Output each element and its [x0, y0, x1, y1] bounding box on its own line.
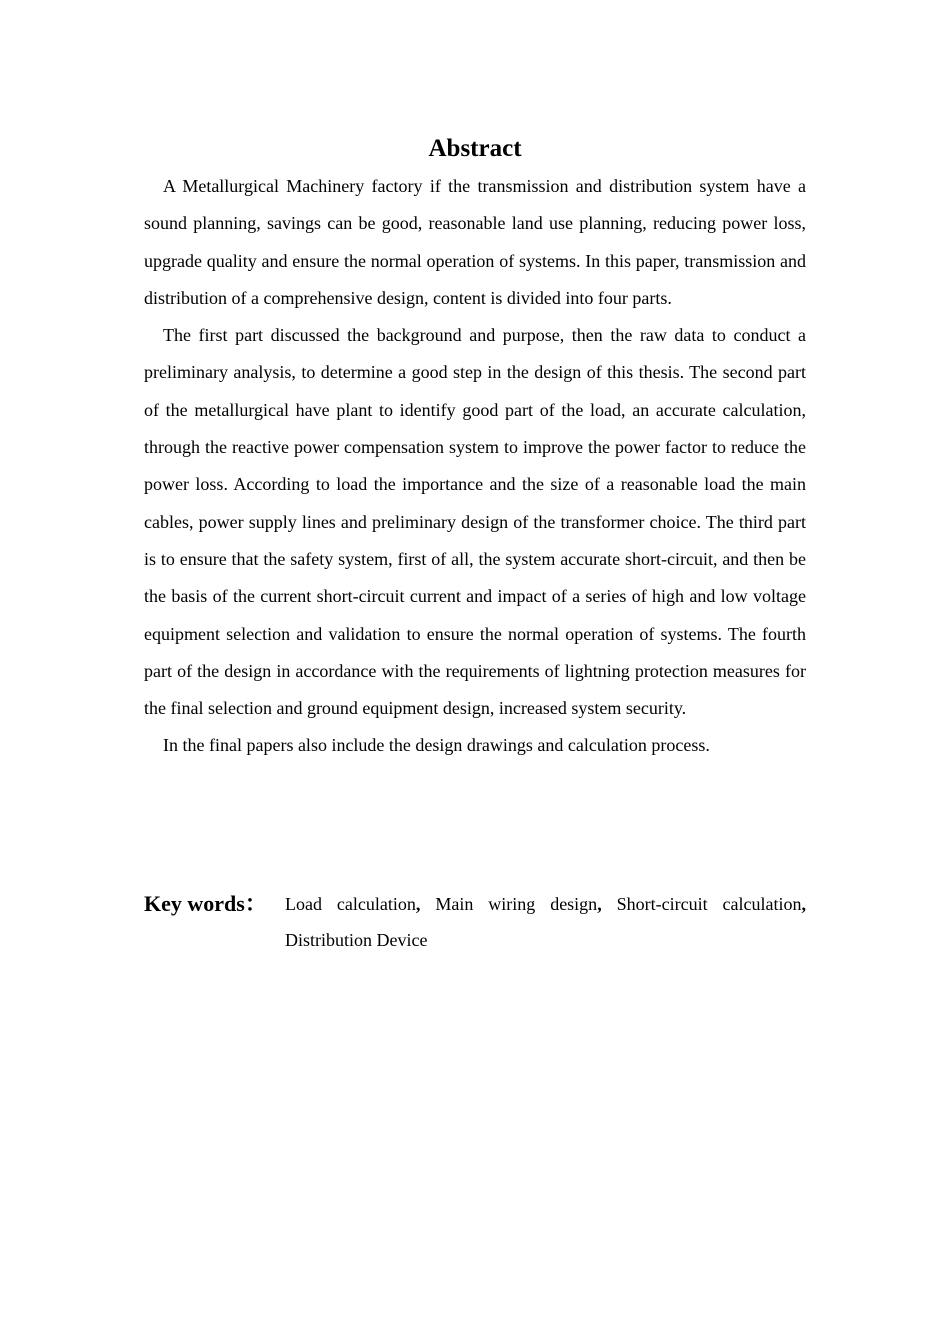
abstract-paragraph-3: In the final papers also include the design drawings and calculation process. — [163, 735, 710, 756]
abstract-section — [144, 132, 806, 765]
keyword-item: Load calculation — [285, 894, 416, 914]
abstract-paragraph-1: A Metallurgical Machinery factory if the transmission and distribution system have a sound planning, savings can be good, reasonable land use planning, reducing power loss, upgrade quality and ensure the normal operation of systems. In this paper, transmission and distribution of a comprehensive design, content is divided into four parts. — [144, 176, 806, 308]
keyword-separator: , — [801, 894, 806, 914]
keywords-section — [144, 886, 806, 958]
keyword-separator: , — [597, 894, 602, 914]
abstract-title: Abstract — [428, 135, 522, 162]
abstract-paragraph-2: The first part discussed the background and purpose, then the raw data to conduct a preliminary analysis, to determine a good step in the design of this thesis. The second part of the metallurgical have plant to identify good part of the load, an accurate calculation, through the reactive power compensation system to improve the power factor to reduce the power loss. According to load the importance and the size of a reasonable load the main cables, power supply lines and preliminary design of the transformer choice. The third part is to ensure that the safety system, first of all, the system accurate short-circuit, and then be the basis of the current short-circuit current and impact of a series of high and low voltage equipment selection and validation to ensure the normal operation of systems. The fourth part of the design in accordance with the requirements of lightning protection measures for the final selection and ground equipment design, increased system security. — [144, 325, 806, 719]
keyword-separator: , — [415, 894, 421, 914]
keyword-item: Short-circuit calculation — [616, 894, 802, 914]
keyword-item: Distribution Device — [285, 930, 428, 950]
keywords-label: Key words： — [144, 891, 267, 916]
keywords-list — [285, 886, 806, 958]
keyword-item: Main wiring design — [435, 894, 598, 914]
